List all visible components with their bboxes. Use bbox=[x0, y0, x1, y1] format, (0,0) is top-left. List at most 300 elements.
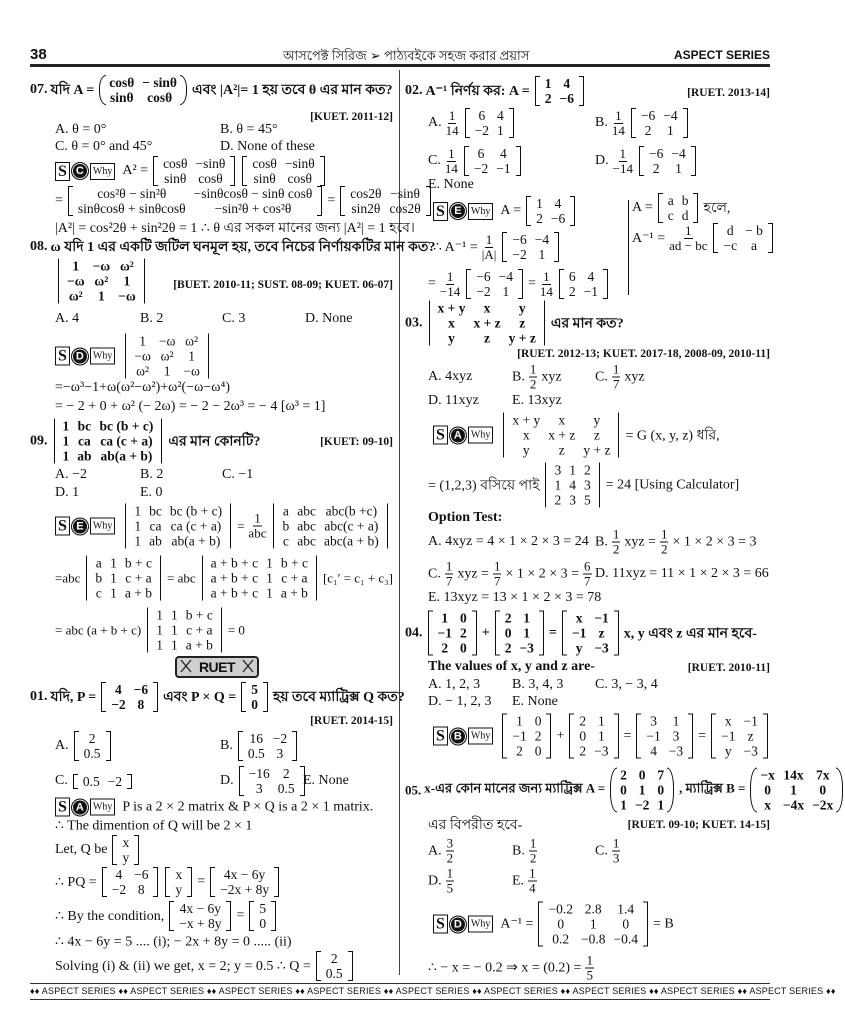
matrix-cell: x + y bbox=[437, 300, 466, 316]
matrix-cell: b + c bbox=[280, 555, 308, 571]
matrix-cell: ca (c + a) bbox=[170, 518, 222, 534]
matrix bbox=[169, 901, 231, 931]
matrix bbox=[316, 951, 353, 981]
numerator: 1 bbox=[529, 361, 537, 377]
matrix-cell: bc (b + c) bbox=[99, 418, 154, 434]
matrix-cell: ω² bbox=[185, 333, 199, 349]
text: এর মান কোনটি? bbox=[168, 434, 261, 449]
fraction bbox=[613, 147, 633, 176]
matrix-cell: 4 bbox=[115, 682, 122, 697]
question-08 bbox=[30, 235, 435, 259]
fraction bbox=[445, 560, 454, 589]
question-03 bbox=[405, 301, 624, 346]
solution-line bbox=[433, 196, 577, 226]
matrix bbox=[465, 108, 514, 138]
matrix-cell: −3 bbox=[594, 640, 609, 656]
denominator: −14 bbox=[439, 283, 461, 299]
question-ref: [RUET. 2013-14] bbox=[687, 87, 770, 99]
solution-line bbox=[55, 380, 230, 396]
matrix-cell: 1 bbox=[170, 622, 178, 638]
matrix-cell: c + a bbox=[186, 622, 213, 638]
text: + bbox=[556, 728, 565, 743]
badge-why: Why bbox=[90, 518, 115, 535]
denominator: 7 bbox=[493, 573, 501, 589]
text: E. 13xyz = 13 × 1 × 2 × 3 = 78 bbox=[428, 590, 602, 605]
solution-badge bbox=[433, 202, 493, 221]
text: , ম্যাট্রিক্স B = bbox=[679, 780, 746, 796]
option bbox=[512, 363, 562, 392]
matrix-cell: ω² bbox=[160, 348, 174, 364]
answer-letter: E bbox=[449, 202, 467, 220]
badge-why: Why bbox=[468, 427, 493, 444]
matrix-cell: 4 bbox=[500, 146, 507, 161]
text: E. 13xyz bbox=[512, 393, 562, 408]
text: A² = bbox=[122, 163, 149, 178]
option bbox=[428, 108, 516, 138]
matrix-cell: 4 bbox=[497, 108, 504, 123]
matrix-cell: y bbox=[593, 412, 601, 428]
text: 07. bbox=[30, 82, 48, 97]
matrix-cell: cos2θ bbox=[350, 186, 382, 201]
text: xyz bbox=[624, 369, 645, 384]
matrix-cell: −2 bbox=[512, 247, 527, 262]
matrix-cell: 1 bbox=[672, 713, 680, 729]
matrix-cell: cosθ bbox=[109, 75, 135, 90]
matrix-cell: −sinθcosθ − sinθ cosθ bbox=[193, 186, 313, 201]
denominator: 5 bbox=[446, 880, 454, 896]
text: B. bbox=[512, 369, 525, 384]
solution-line bbox=[55, 334, 212, 379]
matrix-cell: x bbox=[522, 427, 530, 443]
text: A⁻¹ = bbox=[632, 230, 666, 246]
text: = bbox=[548, 625, 557, 640]
matrix-cell: 5 bbox=[583, 492, 591, 508]
solution-line bbox=[55, 798, 373, 817]
solution-expression bbox=[122, 156, 326, 186]
solution-line bbox=[55, 951, 355, 981]
matrix-cell: 1 bbox=[502, 284, 510, 299]
matrix-cell: 1 bbox=[657, 797, 665, 813]
matrix-cell: −1 bbox=[646, 728, 661, 744]
matrix-cell: −2x + 8y bbox=[220, 882, 270, 897]
solution-expression bbox=[500, 714, 769, 759]
matrix-cell: 8 bbox=[137, 697, 145, 712]
question-subtitle bbox=[428, 659, 595, 675]
matrix-cell: 1 bbox=[554, 477, 562, 493]
matrix-cell: c bbox=[282, 533, 289, 549]
matrix-cell: 2 bbox=[459, 625, 467, 641]
section-banner bbox=[175, 656, 259, 678]
badge-s: S bbox=[55, 798, 70, 817]
matrix-cell: ab(a + b) bbox=[100, 448, 153, 464]
solution-line bbox=[433, 714, 770, 759]
banner-cross-icon bbox=[242, 659, 254, 673]
matrix-cell: −1 bbox=[721, 728, 736, 744]
matrix-cell: y bbox=[175, 882, 183, 897]
solution-line bbox=[55, 504, 391, 549]
matrix-cell: 0 bbox=[622, 916, 630, 932]
matrix-cell: x bbox=[558, 412, 566, 428]
solution-line bbox=[55, 901, 278, 931]
matrix-cell: 1 bbox=[163, 363, 171, 379]
text: B. bbox=[220, 738, 233, 753]
answer-letter: A bbox=[71, 798, 89, 816]
numerator: 1 bbox=[660, 526, 668, 542]
numerator: 3 bbox=[446, 835, 454, 851]
matrix-cell: cosθ bbox=[198, 171, 223, 186]
numerator: 1 bbox=[685, 222, 692, 238]
matrix-cell: −6 bbox=[640, 108, 656, 123]
matrix-cell: sinθ bbox=[109, 90, 134, 105]
matrix-cell: 4x − 6y bbox=[223, 867, 266, 882]
text: 03. bbox=[405, 315, 423, 330]
matrix-cell: 0.2 bbox=[552, 931, 570, 947]
text: xyz = bbox=[624, 534, 656, 549]
text: B. 2 bbox=[140, 311, 164, 326]
matrix-cell: 5 bbox=[251, 682, 258, 697]
matrix-cell: −3 bbox=[594, 743, 609, 759]
matrix-cell: ab bbox=[77, 448, 92, 464]
question-02 bbox=[405, 76, 586, 106]
matrix-cell: 2 bbox=[579, 743, 587, 759]
fraction bbox=[493, 560, 502, 589]
matrix-cell: 3 bbox=[569, 492, 576, 508]
text: D. bbox=[220, 773, 234, 788]
text: The values of x, y and z are- bbox=[428, 659, 595, 674]
text: A. θ = 0° bbox=[55, 122, 107, 137]
matrix-cell: 6 bbox=[477, 146, 485, 161]
solution-badge bbox=[55, 162, 115, 181]
matrix-cell: 16 bbox=[249, 731, 264, 746]
matrix-cell: 2 bbox=[534, 728, 542, 744]
matrix bbox=[74, 731, 111, 761]
matrix-cell: −6 bbox=[559, 91, 574, 106]
answer-letter: B bbox=[449, 727, 467, 745]
denominator: 2 bbox=[660, 541, 668, 557]
matrix-cell: −1 bbox=[437, 625, 452, 641]
solution-line bbox=[433, 413, 720, 458]
solution-line bbox=[55, 835, 141, 865]
matrix-cell: −ω bbox=[158, 333, 176, 349]
matrix-cell: 3 bbox=[554, 462, 562, 478]
matrix-cell: y bbox=[522, 442, 530, 458]
option bbox=[428, 393, 479, 409]
matrix-cell: a + b + c bbox=[210, 585, 259, 601]
text: ω যদি 1 এর একটি জটিল ঘনমূল হয়, তবে নিচের নির্ণায়কটির মান কত? bbox=[50, 240, 436, 255]
text: D. − 1, 2, 3 bbox=[428, 694, 492, 709]
text: = 24 [Using Calculator] bbox=[605, 477, 740, 492]
solution-expression bbox=[122, 504, 390, 549]
matrix-cell: 1 bbox=[62, 448, 70, 464]
badge-s: S bbox=[433, 727, 448, 746]
matrix-cell: abc(b +c) bbox=[325, 503, 378, 519]
badge-s: S bbox=[55, 347, 70, 366]
matrix-cell: 0.5 bbox=[247, 746, 265, 761]
denominator: 14 bbox=[445, 122, 459, 138]
solution-line bbox=[55, 156, 327, 186]
header-title: আসপেক্ট সিরিজ ➢ পাঠ্যবইকে সহজ করার প্রয়াস bbox=[283, 48, 530, 63]
matrix-cell: d bbox=[726, 223, 734, 238]
matrix-cell: 1.4 bbox=[617, 901, 635, 917]
option bbox=[222, 311, 245, 327]
matrix-cell: 0 bbox=[638, 767, 646, 783]
fraction bbox=[612, 528, 621, 557]
matrix-cell: 0 bbox=[579, 728, 587, 744]
option bbox=[428, 837, 455, 866]
matrix-cell: 1 bbox=[569, 462, 576, 478]
fraction bbox=[529, 363, 538, 392]
matrix-cell: 1 bbox=[134, 503, 142, 519]
numerator: 1 bbox=[612, 835, 620, 851]
option bbox=[55, 467, 87, 483]
matrix-cell: −1 bbox=[583, 284, 599, 299]
denominator: ad − bc bbox=[669, 237, 708, 253]
matrix-cell: −1 bbox=[743, 713, 758, 729]
text: |A²| = cos²2θ + sin²2θ = 1 ∴ θ এর সকল মানের জন্য |A²| = 1 হবে। bbox=[55, 221, 415, 236]
matrix-cell: 2 bbox=[579, 713, 587, 729]
footer-text: ♦♦ ASPECT SERIES ♦♦ ASPECT SERIES ♦♦ ASPECT SERIES ♦♦ ASPECT SERIES ♦♦ ASPECT SERIES ♦♦ ASPECT SERIES ♦♦ ASPECT SERIES ♦♦ ASPECT SERIES ♦♦ ASPECT SERIES ♦♦ bbox=[30, 986, 836, 996]
matrix-cell: −6 bbox=[476, 269, 491, 284]
matrix-cell: x bbox=[122, 835, 130, 850]
text: = abc (a + b + c) bbox=[55, 622, 142, 637]
determinant bbox=[53, 419, 164, 464]
matrix bbox=[502, 714, 551, 759]
matrix-cell: 1 bbox=[538, 247, 546, 262]
matrix-cell: a + b + c bbox=[210, 555, 259, 571]
option bbox=[428, 146, 523, 176]
matrix-cell: 1 bbox=[266, 585, 273, 601]
fraction bbox=[446, 837, 455, 866]
denominator: 7 bbox=[584, 573, 591, 589]
text: B. bbox=[512, 843, 525, 858]
matrix-cell: −ω bbox=[183, 363, 200, 379]
question-ref: [RUET. 2010-11] bbox=[687, 662, 770, 674]
option bbox=[55, 731, 113, 761]
matrix-cell: a + b bbox=[185, 637, 213, 653]
text: A. 4 bbox=[55, 311, 80, 326]
matrix-cell: 4x − 6y bbox=[179, 901, 222, 916]
matrix bbox=[502, 232, 559, 262]
text: B. bbox=[595, 534, 608, 549]
matrix-cell: −1 bbox=[594, 610, 609, 626]
question-ref: [RUET. 09-10; KUET. 14-15] bbox=[627, 819, 770, 831]
text: = bbox=[698, 728, 707, 743]
matrix bbox=[562, 611, 619, 656]
text: C. θ = 0° and 45° bbox=[55, 139, 153, 154]
matrix-cell: 1 bbox=[675, 161, 682, 176]
text: = bbox=[237, 518, 245, 533]
question-05 bbox=[405, 768, 845, 813]
matrix-cell: 1 bbox=[62, 433, 70, 449]
solution-line bbox=[55, 867, 281, 897]
matrix-cell: 1 bbox=[156, 637, 163, 653]
badge-why: Why bbox=[468, 728, 493, 745]
matrix-cell: z bbox=[598, 625, 605, 641]
option bbox=[140, 467, 163, 483]
banner-label: RUET bbox=[198, 659, 236, 675]
matrix-cell: ab bbox=[149, 533, 162, 549]
text: B. θ = 45° bbox=[220, 122, 278, 137]
matrix-cell: 2 bbox=[652, 161, 660, 176]
option-test-heading: Option Test: bbox=[428, 510, 503, 525]
text: C. 3 bbox=[222, 311, 246, 326]
badge-s: S bbox=[433, 426, 448, 445]
option bbox=[512, 694, 558, 710]
denominator: 14 bbox=[611, 122, 625, 138]
text: = bbox=[623, 728, 632, 743]
matrix-cell: 0.5 bbox=[82, 773, 100, 789]
matrix-cell: ab(a + b) bbox=[171, 533, 221, 549]
matrix-cell: a + b bbox=[280, 585, 308, 601]
numerator: 1 bbox=[254, 510, 261, 526]
text: ∴ 4x − 6y = 5 .... (i); − 2x + 8y = 0 ..... (ii) bbox=[55, 934, 292, 950]
matrix-cell: 2 bbox=[568, 284, 576, 299]
denominator: 7 bbox=[445, 573, 453, 589]
matrix-cell: b + c bbox=[124, 555, 152, 571]
matrix-cell: −1 bbox=[496, 161, 511, 176]
matrix-cell: abc bbox=[297, 518, 316, 534]
matrix-cell: y + z bbox=[508, 330, 536, 346]
matrix-cell: −2x bbox=[812, 797, 834, 813]
matrix-cell: −0.2 bbox=[548, 901, 573, 917]
text: E. bbox=[512, 873, 525, 888]
solution-badge bbox=[433, 727, 493, 746]
matrix-cell: −6 bbox=[134, 867, 149, 882]
matrix-cell: abc(a + b) bbox=[323, 533, 379, 549]
matrix-cell: x bbox=[575, 610, 583, 626]
denominator: 4 bbox=[529, 880, 536, 896]
matrix-cell: y bbox=[575, 640, 583, 656]
text: Solving (i) & (ii) we get, x = 2; y = 0.5 ∴ Q = bbox=[55, 958, 311, 974]
option bbox=[55, 139, 152, 155]
text: যদি A = bbox=[50, 83, 95, 98]
solution-line bbox=[428, 954, 595, 983]
matrix-cell: a + b bbox=[124, 585, 152, 601]
matrix-cell: −2 bbox=[473, 161, 489, 176]
matrix-cell: 0 bbox=[459, 640, 467, 656]
matrix-cell: 2 bbox=[554, 492, 562, 508]
text: Let, Q be bbox=[55, 842, 108, 857]
matrix-cell: 0 bbox=[534, 713, 542, 729]
text: A. 4xyz bbox=[428, 369, 473, 384]
text: x-এর কোন মানের জন্য ম্যাট্রিক্স A = bbox=[424, 780, 606, 796]
option-test bbox=[428, 560, 593, 589]
matrix-cell: 0 bbox=[534, 743, 542, 759]
matrix-cell: 2 bbox=[644, 123, 652, 138]
text: B. 3, 4, 3 bbox=[512, 677, 564, 692]
text: C. 3, − 3, 4 bbox=[595, 677, 658, 692]
fraction bbox=[482, 233, 497, 262]
formula-note-divider bbox=[628, 200, 629, 295]
matrix-cell: 1 bbox=[597, 713, 605, 729]
matrix-cell: a + b + c bbox=[210, 570, 259, 586]
matrix-cell: 3 bbox=[672, 728, 680, 744]
solution-line bbox=[428, 269, 610, 299]
fraction bbox=[445, 147, 458, 176]
matrix-cell: cosθ bbox=[287, 171, 312, 186]
matrix-cell: −6 bbox=[512, 232, 527, 247]
question-determinant bbox=[55, 259, 148, 304]
text: = bbox=[236, 908, 245, 923]
matrix-cell: −2 bbox=[474, 123, 489, 138]
solution-expression bbox=[122, 334, 212, 379]
text: C. bbox=[428, 153, 441, 168]
matrix-cell: 1 bbox=[589, 916, 597, 932]
solution-badge bbox=[55, 347, 115, 366]
text: + bbox=[481, 625, 490, 640]
option bbox=[220, 766, 307, 796]
text: = bbox=[528, 276, 536, 291]
matrix-cell: c bbox=[95, 585, 102, 601]
matrix-cell: 1 bbox=[638, 782, 646, 798]
denominator: 3 bbox=[612, 850, 620, 866]
numerator: 1 bbox=[619, 145, 627, 161]
matrix-cell: z bbox=[519, 315, 526, 331]
text: D. 1 bbox=[55, 485, 80, 500]
text: A = bbox=[500, 203, 522, 218]
numerator: 1 bbox=[612, 361, 620, 377]
matrix-cell: 1 bbox=[620, 797, 627, 813]
answer-letter: D bbox=[71, 347, 89, 365]
matrix-cell: 1 bbox=[139, 333, 146, 349]
numerator: 1 bbox=[448, 107, 456, 123]
matrix-cell: x bbox=[175, 867, 183, 882]
text: =abc bbox=[55, 570, 81, 585]
matrix-cell: 2.8 bbox=[584, 901, 602, 917]
matrix-cell: 1 bbox=[523, 625, 531, 641]
matrix-cell: 6 bbox=[478, 108, 486, 123]
matrix bbox=[535, 76, 584, 106]
matrix-cell: 0.5 bbox=[277, 781, 295, 796]
option bbox=[305, 311, 352, 327]
badge-why: Why bbox=[468, 916, 493, 933]
matrix bbox=[241, 682, 268, 712]
text: 08. bbox=[30, 239, 48, 254]
text: যদি, P = bbox=[50, 690, 97, 705]
option bbox=[512, 837, 538, 866]
matrix bbox=[610, 768, 674, 813]
matrix bbox=[538, 902, 648, 947]
matrix-cell: abc bbox=[297, 533, 316, 549]
matrix-cell: 1 bbox=[110, 570, 117, 586]
text: C. −1 bbox=[222, 467, 254, 482]
matrix-cell: 2 bbox=[441, 640, 449, 656]
solution-expression bbox=[122, 799, 373, 815]
matrix-cell: 3 bbox=[276, 746, 284, 761]
matrix bbox=[101, 682, 158, 712]
solution-line bbox=[55, 556, 393, 601]
solution-line bbox=[55, 608, 245, 653]
matrix-cell: 1 bbox=[170, 607, 178, 623]
determinant bbox=[544, 463, 600, 508]
text: C. bbox=[55, 773, 68, 788]
text: = (1,2,3) বসিয়ে পাই bbox=[428, 478, 540, 493]
text: A = bbox=[632, 200, 653, 215]
matrix-cell: 2 bbox=[504, 640, 512, 656]
matrix-cell: 7x bbox=[815, 767, 830, 783]
matrix-cell: 2 bbox=[282, 766, 290, 781]
solution-line bbox=[55, 399, 325, 415]
matrix-cell: x + z bbox=[473, 315, 501, 331]
text: D. None of these bbox=[220, 139, 315, 154]
matrix-cell: z bbox=[593, 427, 600, 443]
text: ∴ A⁻¹ = bbox=[433, 239, 478, 255]
text: এর বিপরীত হবে- bbox=[428, 818, 523, 833]
matrix-cell: ω² bbox=[94, 273, 109, 289]
matrix-cell: −sinθ bbox=[195, 156, 226, 171]
option bbox=[140, 485, 163, 501]
badge-s: S bbox=[433, 915, 448, 934]
